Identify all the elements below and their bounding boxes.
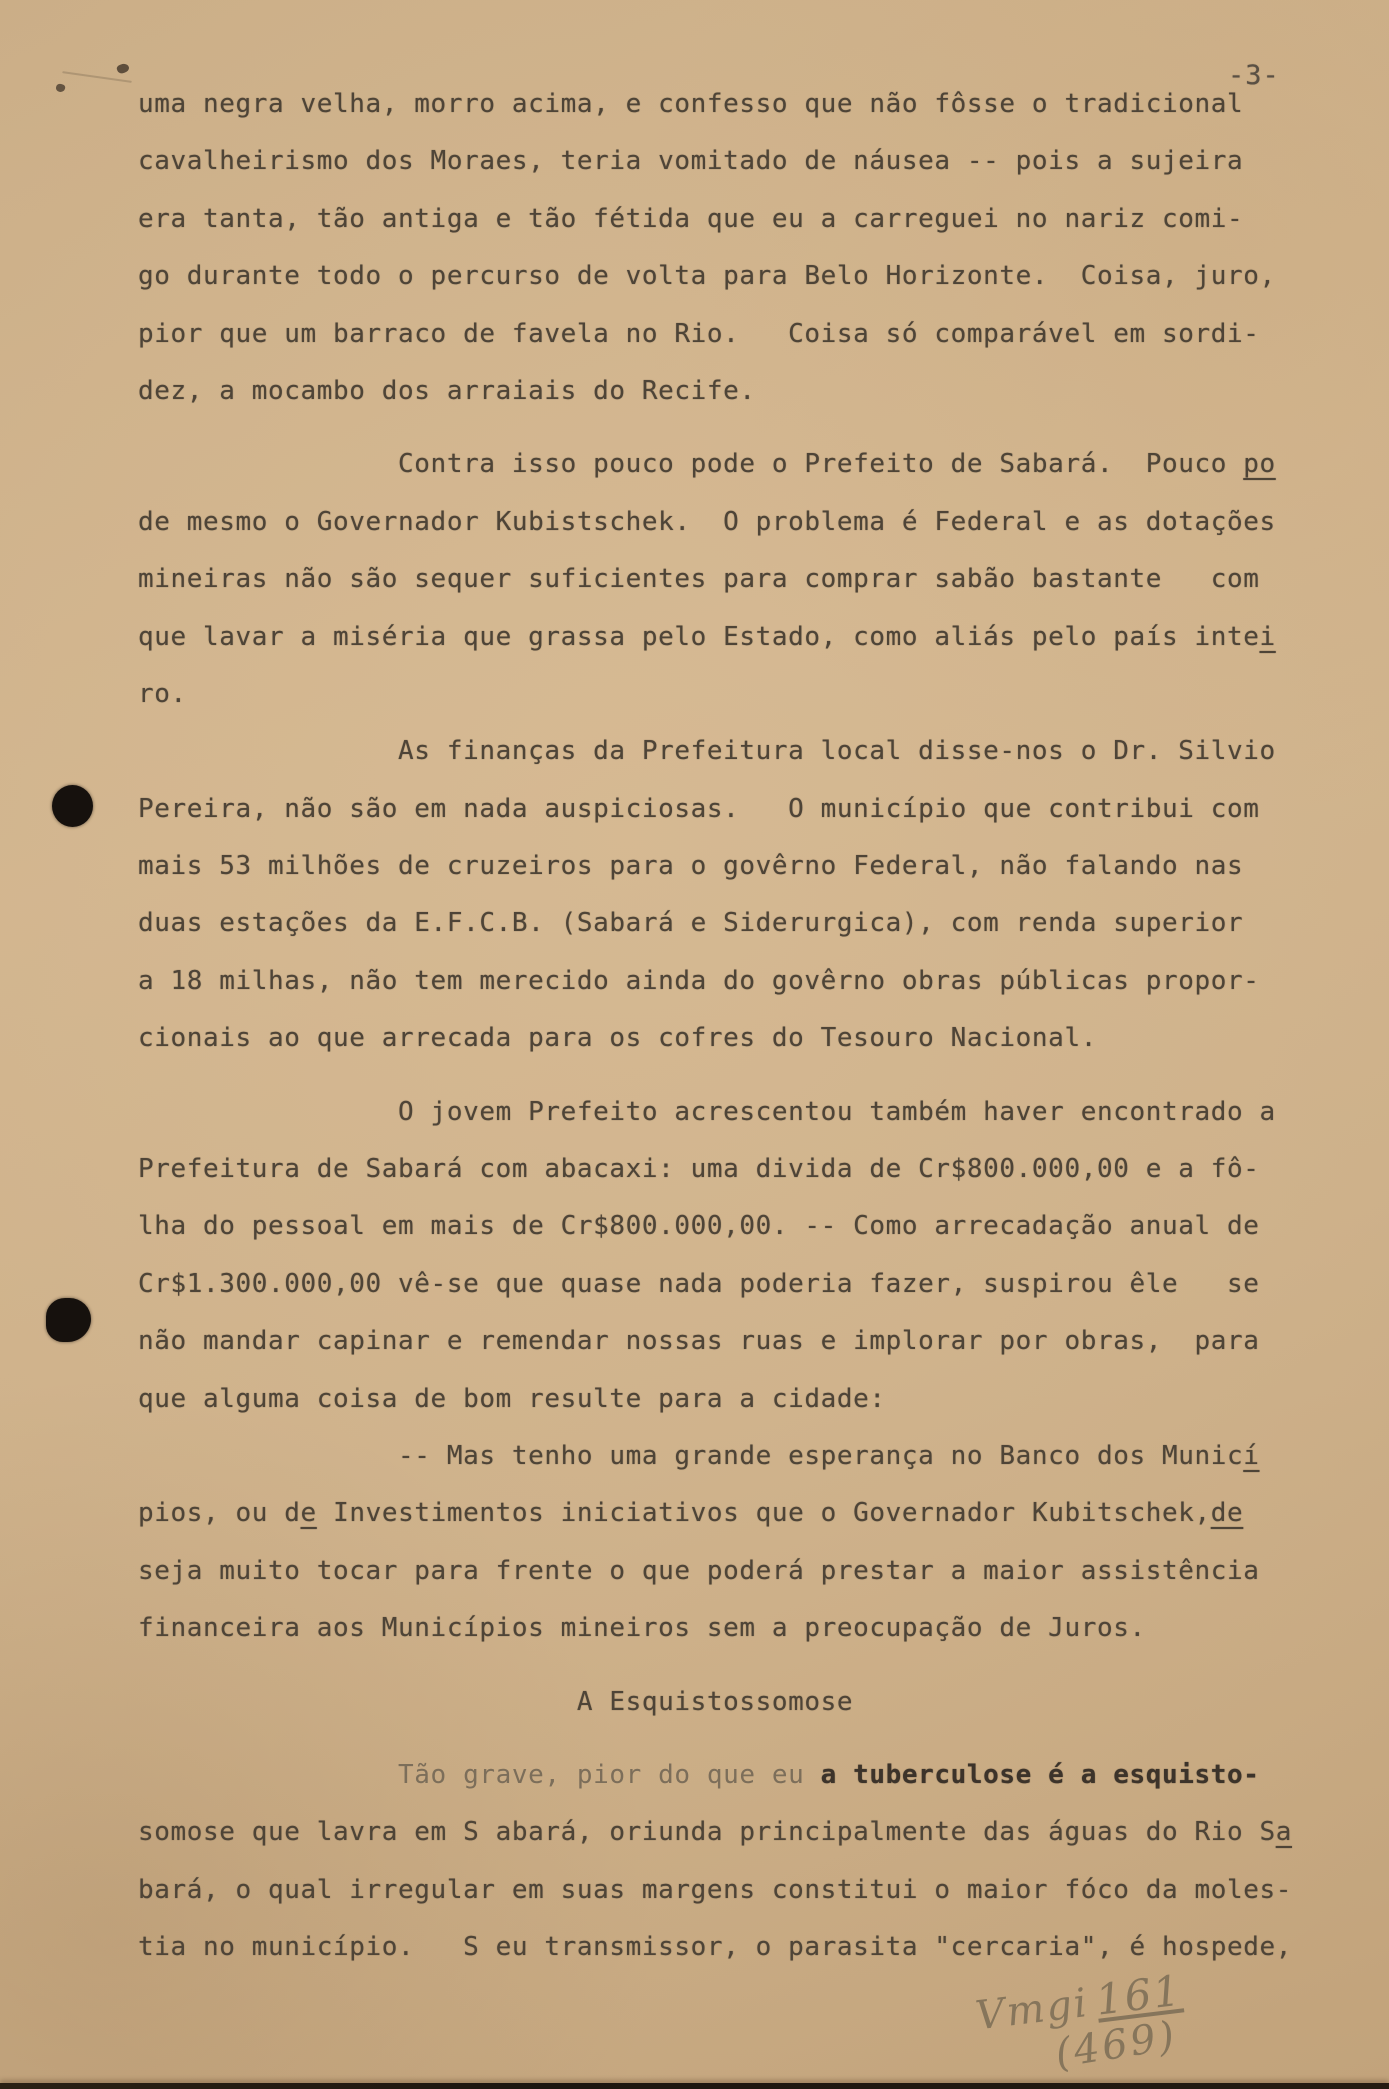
text-line: a 18 milhas, não tem merecido ainda do govêrno obras públicas propor- <box>138 965 1260 996</box>
text-line: financeira aos Municípios mineiros sem a preocupação de Juros. <box>138 1613 1146 1644</box>
text-line: era tanta, tão antiga e tão fétida que eu a carreguei no nariz comi- <box>138 203 1244 234</box>
text-line: Tão grave, pior do que eu a tuberculose é a esquisto- <box>138 1759 1260 1790</box>
text-line: duas estações da E.F.C.B. (Sabará e Siderurgica), com renda superior <box>138 908 1244 939</box>
handwritten-prefix: Vmgi <box>973 1979 1092 2040</box>
text-line: uma negra velha, morro acima, e confesso que não fôsse o tradicional <box>138 89 1244 119</box>
text-line: mais 53 milhões de cruzeiros para o govêrno Federal, não falando nas <box>138 851 1244 882</box>
text-line: lha do pessoal em mais de Cr$800.000,00. -- Como arrecadação anual de <box>138 1211 1260 1242</box>
page-number: -3- <box>1228 60 1280 91</box>
text-line: somose que lavra em S abará, oriunda principalmente das águas do Rio Sa <box>138 1817 1292 1848</box>
text-line: que alguma coisa de bom resulte para a cidade: <box>138 1383 886 1414</box>
ink-speck <box>55 83 66 93</box>
section-heading: A Esquistossomose <box>138 1686 854 1717</box>
text-line: que lavar a miséria que grassa pelo Estado, como aliás pelo país intei <box>138 621 1276 652</box>
text-line: O jovem Prefeito acrescentou também haver encontrado a <box>138 1096 1276 1127</box>
text-line: -- Mas tenho uma grande esperança no Banco dos Municí <box>138 1440 1260 1471</box>
text-line: Prefeitura de Sabará com abacaxi: uma divida de Cr$800.000,00 e a fô- <box>138 1154 1260 1185</box>
text-line: bará, o qual irregular em suas margens constitui o maior fóco da moles- <box>138 1874 1292 1905</box>
hole-punch-mark-top <box>52 785 93 827</box>
text-line: pior que um barraco de favela no Rio. Coisa só comparável em sordi- <box>138 318 1260 349</box>
scan-edge-shadow <box>0 2083 1389 2089</box>
text-line: seja muito tocar para frente o que poderá prestar a maior assistência <box>138 1555 1260 1586</box>
text-line: de mesmo o Governador Kubistschek. O problema é Federal e as dotações <box>138 506 1276 537</box>
text-line: cavalheirismo dos Moraes, teria vomitado de náusea -- pois a sujeira <box>138 146 1244 177</box>
document-body <box>138 76 1358 1977</box>
text-line: cionais ao que arrecada para os cofres do Tesouro Nacional. <box>138 1023 1097 1054</box>
text-line: mineiras não são sequer suficientes para comprar sabão bastante com <box>138 564 1260 595</box>
handwritten-number-paren: (469) <box>1052 2012 1181 2078</box>
text-line: go durante todo o percurso de volta para Belo Horizonte. Coisa, juro, <box>138 261 1276 292</box>
text-line: não mandar capinar e remendar nossas ruas e implorar por obras, para <box>138 1326 1260 1357</box>
text-line: tia no município. S eu transmissor, o parasita "cercaria", é hospede, <box>138 1932 1292 1963</box>
text-line: dez, a mocambo dos arraiais do Recife. <box>138 375 756 406</box>
text-line: Cr$1.300.000,00 vê-se que quase nada poderia fazer, suspirou êle se <box>138 1268 1260 1299</box>
text-line: ro. <box>138 678 187 709</box>
text-line: Pereira, não são em nada auspiciosas. O município que contribui com <box>138 793 1260 824</box>
hole-punch-mark-bottom <box>46 1298 91 1342</box>
handwritten-number: 161 <box>1093 1965 1185 2025</box>
text-line: pios, ou de Investimentos iniciativos que o Governador Kubitschek,de <box>138 1498 1244 1529</box>
text-line: Contra isso pouco pode o Prefeito de Sabará. Pouco po <box>138 449 1276 480</box>
ink-speck <box>116 62 130 75</box>
handwritten-annotation <box>973 1965 1295 2088</box>
text-line: As finanças da Prefeitura local disse-nos o Dr. Silvio <box>138 736 1276 767</box>
